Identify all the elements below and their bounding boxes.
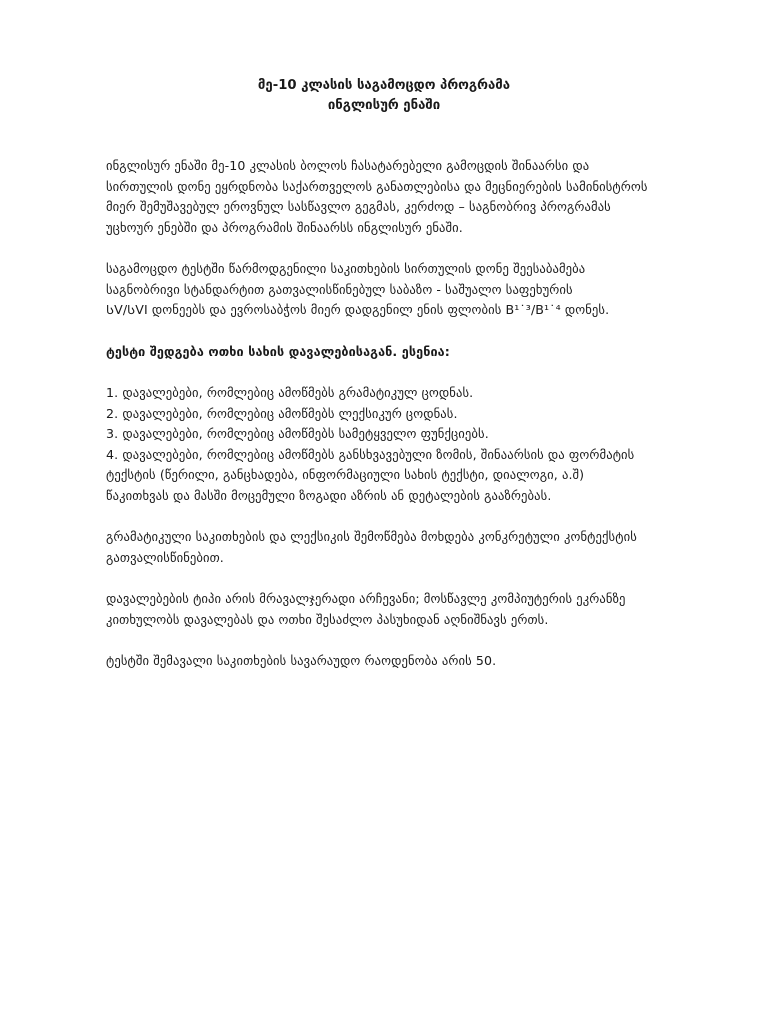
list-item: 4. დავალებები, რომლებიც ამოწმებს განსხვავებული ზომის, შინაარსის და ფორმატის: [106, 446, 635, 462]
grammar-paragraph: [106, 527, 692, 568]
title-line-2: ინგლისურ ენაში: [327, 98, 441, 113]
question-count-paragraph: [106, 651, 692, 672]
intro-line-2: სირთულის დონე ეყრდნობა საქართველოს განათლებისა და მეცნიერების სამინისტროს: [106, 178, 648, 194]
intro-paragraph: [106, 156, 692, 238]
difficulty-line-1: საგამოცდო ტესტში წარმოდგენილი საკითხების სირთულის დონე შეესაბამება: [106, 261, 586, 276]
document-title: [0, 76, 768, 116]
list-item: 2. დავალებები, რომლებიც ამოწმებს ლექსიკურ ცოდნას.: [106, 405, 458, 421]
task-types-list: [106, 383, 692, 506]
difficulty-line-3: ᲡV/ᲡVI დონეებს და ევროსაბჭოს მიერ დადგენილ ენის ფლობის B¹˙³/B¹˙⁴ დონეს.: [106, 302, 610, 317]
title-line-1: მე-10 კლასის საგამოცდო პროგრამა: [257, 78, 511, 93]
task-format-line-2: კითხულობს დავალებას და ოთხი შესაძლო პასუხიდან აღნიშნავს ერთს.: [106, 611, 549, 627]
list-item-continuation: წაკითხვას და მასში მოცემული ზოგადი აზრის ან დეტალების გააზრებას.: [106, 487, 552, 503]
intro-line-3: მიერ შემუშავებულ ეროვნულ სასწავლო გეგმას, კერძოდ – საგნობრივ პროგრამას: [106, 199, 611, 214]
difficulty-paragraph: [106, 259, 692, 321]
grammar-line-2: გათვალისწინებით.: [106, 549, 224, 565]
grammar-line-1: გრამატიკული საკითხების და ლექსიკის შემოწმება მოხდება კონკრეტული კონტექსტის: [106, 529, 637, 544]
intro-line-1: ინგლისურ ენაში მე-10 კლასის ბოლოს ჩასატარებელი გამოცდის შინაარსი და: [106, 158, 590, 173]
task-format-line-1: დავალებების ტიპი არის მრავალჯერადი არჩევანი; მოსწავლე კომპიუტერის ეკრანზე: [106, 591, 626, 606]
difficulty-line-2: საგნობრივი სტანდარტით გათვალისწინებულ საბაზო - საშუალო საფეხურის: [106, 281, 573, 297]
task-types-heading: ტესტი შედგება ოთხი სახის დავალებისაგან. ესენია:: [106, 343, 450, 359]
question-count-line: ტესტში შემავალი საკითხების სავარაუდო რაოდენობა არის 50.: [106, 653, 497, 668]
list-item: 1. დავალებები, რომლებიც ამოწმებს გრამატიკულ ცოდნას.: [106, 385, 474, 400]
task-format-paragraph: [106, 589, 692, 630]
list-item: 3. დავალებები, რომლებიც ამოწმებს სამეტყველო ფუნქციებს.: [106, 426, 489, 441]
document-body: [106, 156, 692, 693]
list-item-continuation: ტექსტის (წერილი, განცხადება, ინფორმაციული სახის ტექსტი, დიალოგი, ა.შ): [106, 467, 585, 482]
intro-line-4: უცხოურ ენებში და პროგრამის შინაარსს ინგლისურ ენაში.: [106, 219, 463, 235]
